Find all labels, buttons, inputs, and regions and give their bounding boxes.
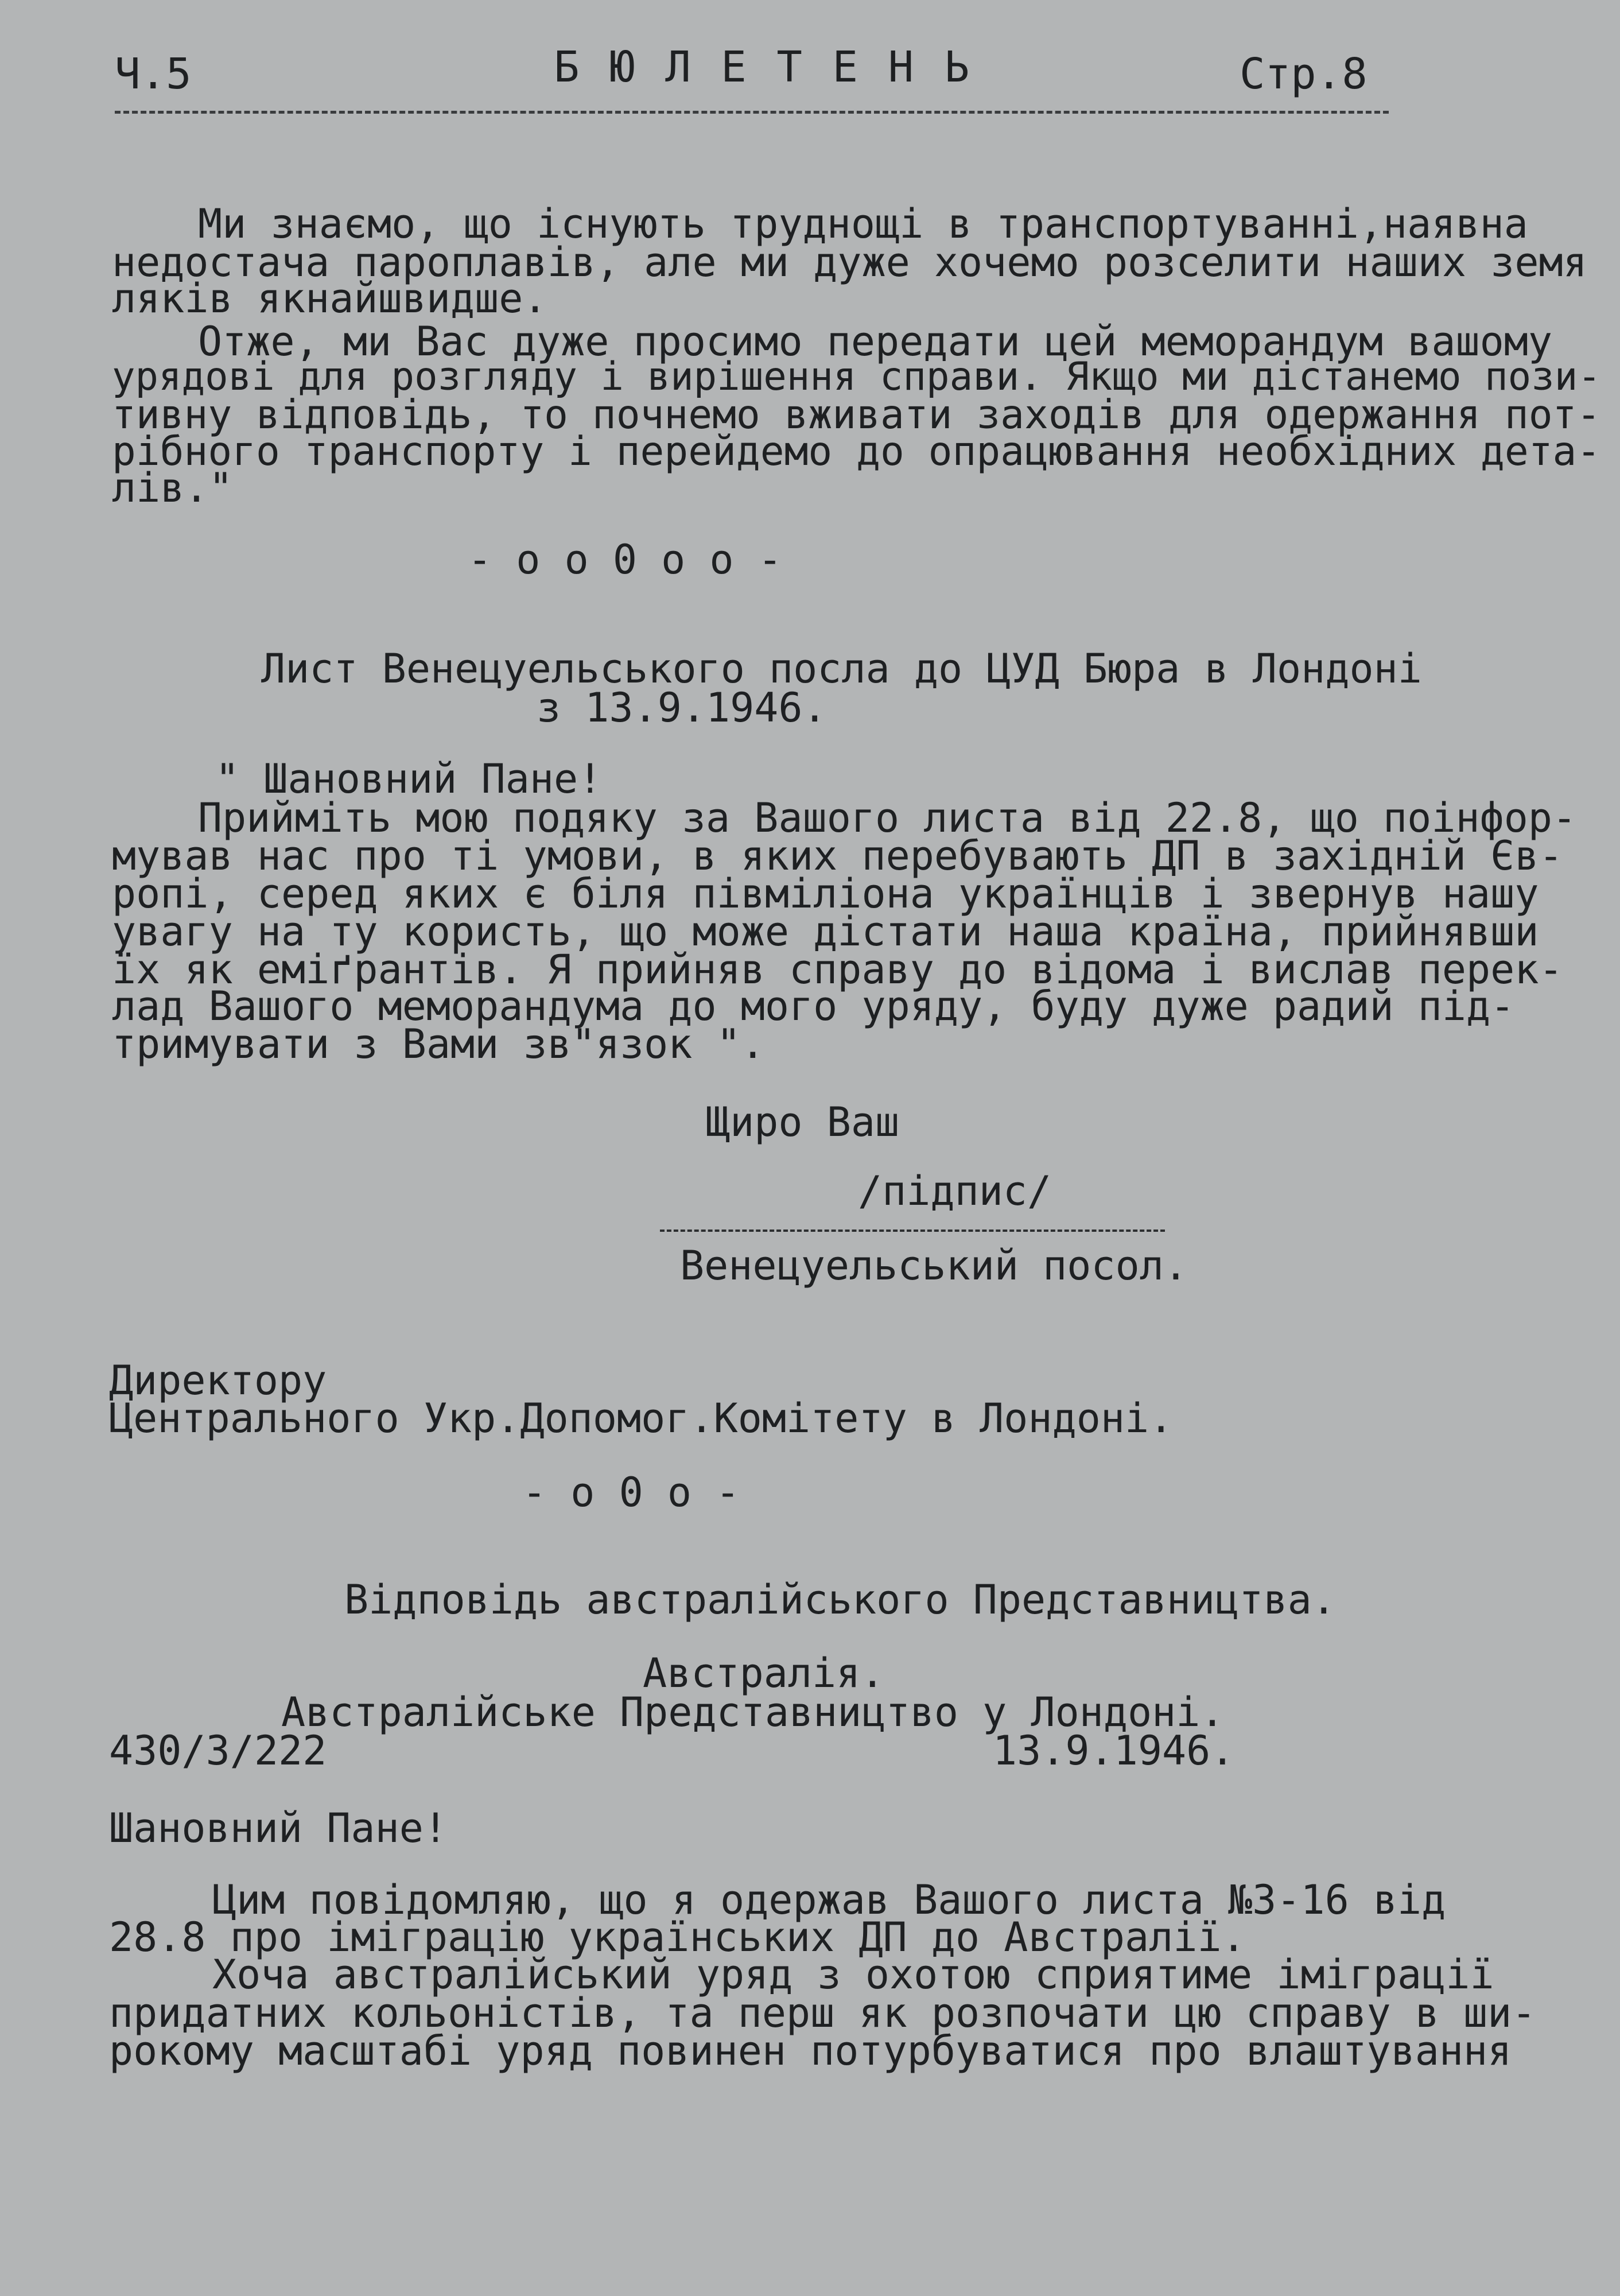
- page-number: Стр.8: [1240, 49, 1368, 99]
- signature-rule: [660, 1230, 1165, 1232]
- addressee-line-2: Центрального Укр.Допомог.Комітету в Лондоні.: [109, 1395, 1174, 1442]
- australia-salutation: Шановний Пане!: [109, 1805, 448, 1852]
- australia-heading-1: Австралія.: [643, 1650, 885, 1697]
- venezuela-salutation: " Шановний Пане!: [215, 755, 603, 802]
- venezuela-line-5: їх як еміґрантів. Я прийняв справу до відома і вислав перек-: [112, 946, 1563, 993]
- separator-2: - o 0 o -: [522, 1469, 740, 1516]
- australia-line-3: Хоча австралійський уряд з охотою сприятиме іміграції: [212, 1951, 1494, 1998]
- separator-1: - o o 0 o o -: [468, 536, 782, 583]
- venezuela-line-4: увагу на ту користь, що може дістати наша країна, прийнявши: [112, 908, 1539, 955]
- section1-line-7: рібного транспорту і перейдемо до опрацювання необхідних дета-: [112, 428, 1601, 475]
- section1-line-4: Отже, ми Вас дуже просимо передати цей меморандум вашому: [198, 318, 1553, 365]
- section1-line-5: урядові для розгляду і вирішення справи. Якщо ми дістанемо пози-: [112, 354, 1601, 399]
- australia-heading-2: Австралійське Представництво у Лондоні.: [281, 1689, 1225, 1736]
- venezuela-line-2: мував нас про ті умови, в яких перебувають ДП в західній Єв-: [112, 832, 1563, 879]
- issue-number: Ч.5: [115, 49, 192, 99]
- section1-line-6: тивну відповідь, то почнемо вживати заходів для одержання пот-: [112, 391, 1601, 438]
- section1-line-8: лів.": [112, 464, 233, 511]
- signer-title: Венецуельський посол.: [680, 1242, 1188, 1289]
- australia-line-2: 28.8 про іміграцію українських ДП до Австралії.: [109, 1914, 1246, 1961]
- venezuela-line-1: Прийміть мою подяку за Вашого листа від 22.8, що поінфор-: [198, 794, 1577, 841]
- reference-number: 430/3/222: [109, 1727, 327, 1774]
- signature-placeholder: /підпис/: [858, 1168, 1052, 1215]
- bulletin-title: Б Ю Л Е Т Е Н Ь: [554, 42, 972, 92]
- closing-sincerely: Щиро Ваш: [706, 1099, 900, 1146]
- australia-line-4: придатних кольоністів, та перш як розпочати цю справу в ши-: [109, 1989, 1536, 2037]
- section1-line-2: недостача пароплавів, але ми дуже хочемо розселити наших земя: [112, 239, 1587, 286]
- venezuela-line-3: ропі, серед яких є біля півміліона українців і звернув нашу: [112, 870, 1539, 917]
- section1-line-3: лякiв якнайшвидше.: [112, 275, 547, 322]
- australia-reply-title: Відповідь австралійського Представництва.: [344, 1576, 1336, 1623]
- venezuela-line-7: тримувати з Вами зв"язок ".: [112, 1021, 765, 1068]
- venezuela-letter-title-2: з 13.9.1946.: [537, 684, 827, 731]
- venezuela-line-6: лад Вашого меморандума до мого уряду, буду дуже радий під-: [112, 983, 1515, 1030]
- reply-date: 13.9.1946.: [993, 1727, 1235, 1774]
- header-rule: [115, 111, 1389, 114]
- venezuela-letter-title-1: Лист Венецуельського посла до ЦУД Бюра в Лондоні: [261, 645, 1422, 692]
- section1-line-1: Ми знаємо, що існують труднощі в транспортуванні,наявна: [198, 200, 1528, 247]
- addressee-line-1: Директору: [109, 1357, 327, 1404]
- australia-line-5: рокому масштабі уряд повинен потурбуватися про влаштування: [109, 2027, 1512, 2074]
- australia-line-1: Цим повідомляю, що я одержав Вашого листа №3-16 від: [212, 1876, 1446, 1923]
